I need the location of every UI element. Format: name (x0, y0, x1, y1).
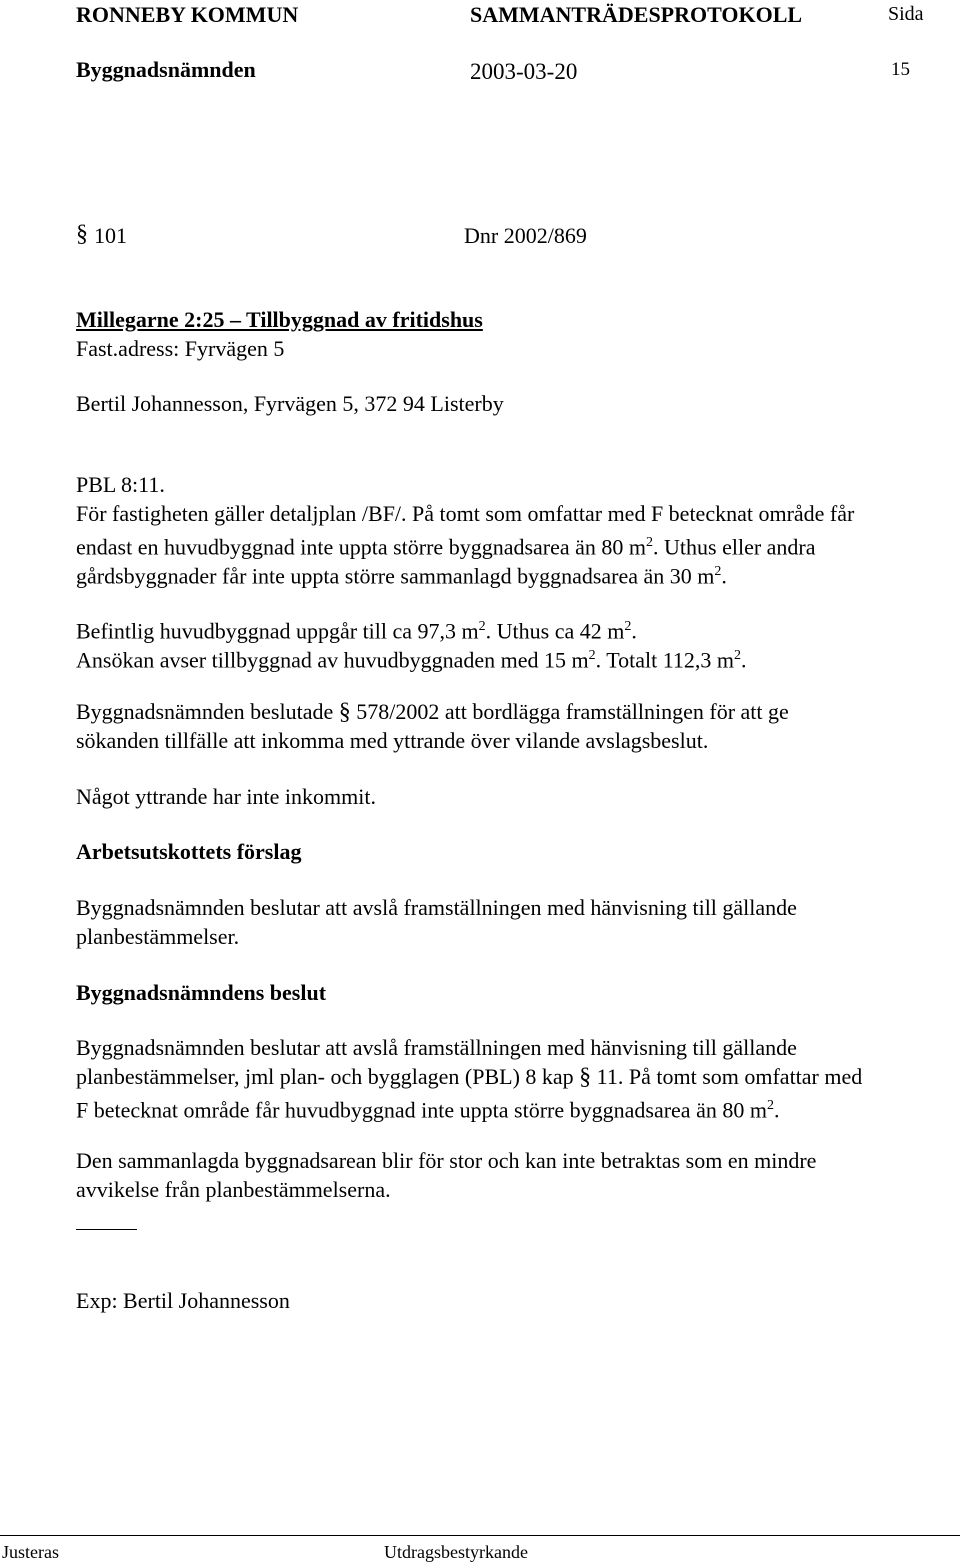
paragraph-proposal-line-1: Byggnadsnämnden beslutar att avslå framställningen med hänvisning till gällande (76, 895, 797, 920)
page-number: 15 (891, 59, 910, 80)
paragraph-no-response: Något yttrande har inte inkommit. (76, 784, 376, 809)
paragraph-plan-line-1: För fastigheten gäller detaljplan /BF/. På tomt som omfattar med F betecknat område får (76, 501, 855, 526)
footer-rule (0, 1535, 960, 1536)
applicant: Bertil Johannesson, Fyrvägen 5, 372 94 Listerby (76, 391, 504, 416)
section-number: 101 (94, 223, 127, 248)
municipality: RONNEBY KOMMUN (76, 2, 299, 27)
paragraph-deviation-line-1: Den sammanlagda byggnadsarean blir för stor och kan inte betraktas som en mindre (76, 1148, 817, 1173)
paragraph-area-line-1: Befintlig huvudbyggnad uppgår till ca 97,3 $m^2$. Uthus ca 42 $m^2$. (76, 618, 637, 644)
paragraph-decision-line-3: F betecknat område får huvudbyggnad inte uppta större byggnadsarea än 80 $m^2$. (76, 1097, 780, 1123)
committee-name: Byggnadsnämnden (76, 57, 256, 82)
paragraph-plan-line-2: endast en huvudbyggnad inte uppta större byggnadsarea än 80 $m^2$. Uthus eller andra (76, 534, 816, 560)
footnote-rule (76, 1229, 137, 1230)
paragraph-previous-decision-line-1: Byggnadsnämnden beslutade § 578/2002 att bordlägga framställningen för att ge (76, 699, 789, 725)
case-dnr: Dnr 2002/869 (464, 223, 587, 248)
paragraph-decision-line-2: planbestämmelser, jml plan- och bygglagen (PBL) 8 kap § 11. På tomt som omfattar med (76, 1064, 863, 1090)
page-label: Sida (888, 3, 924, 25)
case-title: Millegarne 2:25 – Tillbyggnad av fritidshus (76, 307, 483, 332)
paragraph-previous-decision-line-2: sökanden tillfälle att inkomma med yttrande över vilande avslagsbeslut. (76, 728, 709, 753)
property-address: Fast.adress: Fyrvägen 5 (76, 336, 285, 361)
paragraph-decision-line-1: Byggnadsnämnden beslutar att avslå framställningen med hänvisning till gällande (76, 1035, 797, 1060)
paragraph-deviation-line-2: avvikelse från planbestämmelserna. (76, 1177, 391, 1202)
paragraph-proposal-line-2: planbestämmelser. (76, 924, 240, 949)
section-sign-inline: § (579, 1064, 592, 1090)
section-sign-inline: § (338, 699, 351, 725)
footer-justeras: Justeras (2, 1542, 59, 1562)
document-type: SAMMANTRÄDESPROTOKOLL (470, 2, 803, 27)
pbl-reference: PBL 8:11. (76, 472, 165, 497)
distribution-note: Exp: Bertil Johannesson (76, 1288, 290, 1313)
paragraph-area-line-2: Ansökan avser tillbyggnad av huvudbyggnaden med 15 $m^2$. Totalt 112,3 $m^2$. (76, 647, 747, 673)
meeting-date: 2003-03-20 (470, 59, 578, 84)
paragraph-plan-line-3: gårdsbyggnader får inte uppta större sammanlagd byggnadsarea än 30 $m^2$. (76, 563, 727, 589)
section-sign: § (76, 221, 88, 247)
heading-committee-proposal: Arbetsutskottets förslag (76, 839, 302, 864)
heading-board-decision: Byggnadsnämndens beslut (76, 980, 327, 1005)
footer-utdragsbestyrkande: Utdragsbestyrkande (384, 1542, 528, 1562)
